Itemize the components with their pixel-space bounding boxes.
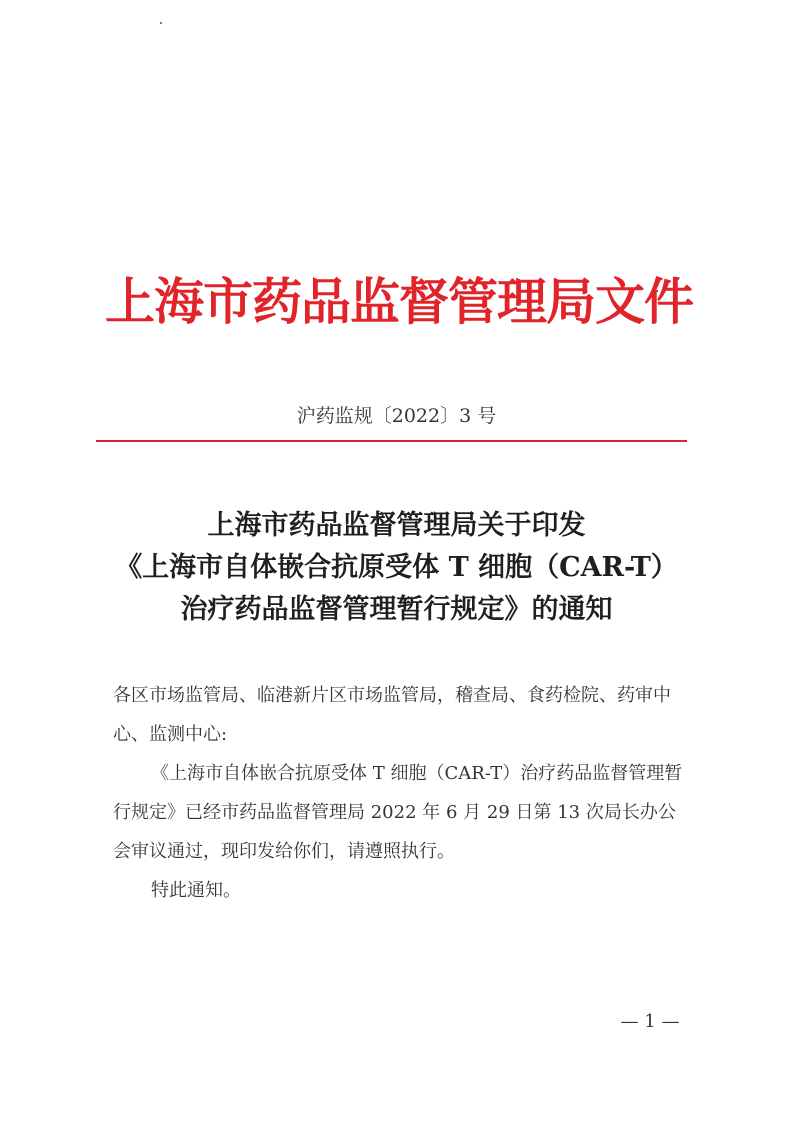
page-number: — 1 — — [620, 1011, 680, 1032]
notice-title — [80, 505, 713, 631]
title-line-3: 治疗药品监督管理暂行规定》的通知 — [180, 594, 613, 625]
main-paragraph: 《上海市自体嵌合抗原受体 T 细胞（CAR-T）治疗药品监督管理暂行规定》已经市药品监督管理局 2022 年 6 月 29 日第 13 次局长办公会审议通过，现印发给你们，请遵照执行。 — [113, 763, 683, 862]
notice-body — [113, 676, 685, 910]
document-number: 沪药监规〔2022〕3 号 — [296, 405, 497, 427]
title-line-2: 《上海市自体嵌合抗原受体 T 细胞（CAR-T） — [115, 552, 678, 583]
recipients: 各区市场监管局、临港新片区市场监管局，稽查局、食药检院、药审中心、监测中心: — [113, 685, 671, 745]
issuer-title: 上海市药品监督管理局文件 — [105, 272, 693, 331]
closing-line: 特此通知。 — [151, 880, 241, 901]
title-line-1: 上海市药品监督管理局关于印发 — [207, 510, 586, 541]
scan-speck — [160, 22, 162, 24]
red-divider-rule — [96, 440, 687, 442]
